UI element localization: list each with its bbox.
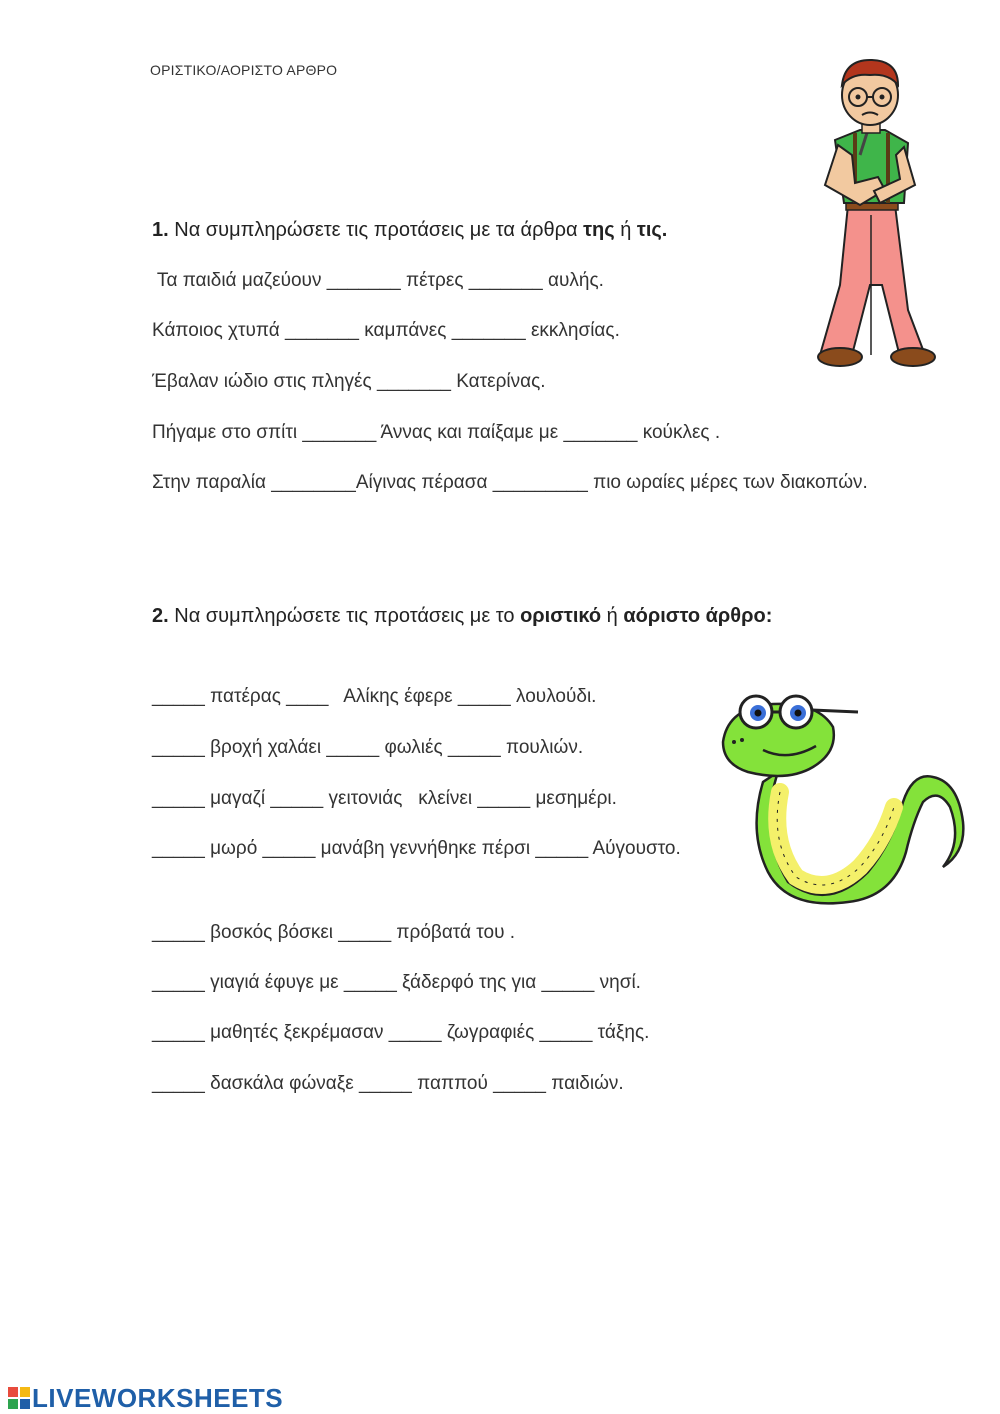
exercise-2-sentence: _____ πατέρας ____ Αλίκης έφερε _____ λουλούδι. [152, 686, 597, 707]
snake-with-glasses-illustration [718, 682, 978, 907]
exercise-2-sentence: _____ δασκάλα φώναξε _____ παππού _____ παιδιών. [152, 1073, 624, 1094]
exercise-1-sentence: Κάποιος χτυπά _______ καμπάνες _______ εκκλησίας. [152, 320, 620, 341]
exercise-2-sentence: _____ γιαγιά έφυγε με _____ ξάδερφό της για _____ νησί. [152, 972, 641, 993]
exercise-2-instruction: 2. Να συμπληρώσετε τις προτάσεις με το οριστικό ή αόριστο άρθρο: [152, 605, 773, 627]
thinking-boy-illustration [800, 55, 950, 375]
exercise-2-sentence: _____ μαθητές ξεκρέμασαν _____ ζωγραφιές _____ τάξης. [152, 1022, 650, 1043]
exercise-2-number: 2. [152, 605, 169, 627]
exercise-2-sentence: _____ μαγαζί _____ γειτονιάς κλείνει _____ μεσημέρι. [152, 788, 617, 809]
exercise-1-sentence: Έβαλαν ιώδιο στις πληγές _______ Κατερίνας. [152, 371, 546, 392]
exercise-2-sentence: _____ βροχή χαλάει _____ φωλιές _____ πουλιών. [152, 737, 584, 758]
worksheet-title: ΟΡΙΣΤΙΚΟ/ΑΟΡΙΣΤΟ ΑΡΘΡΟ [150, 62, 338, 78]
exercise-1-instruction: 1. Να συμπληρώσετε τις προτάσεις με τα άρθρα της ή τις. [152, 219, 668, 241]
exercise-1-number: 1. [152, 219, 169, 241]
exercise-2-sentence: _____ βοσκός βόσκει _____ πρόβατά του . [152, 922, 516, 943]
liveworksheets-logo[interactable] [8, 1383, 283, 1413]
logo-text: LIVEWORKSHEETS [32, 1382, 284, 1413]
exercise-1-sentence: Τα παιδιά μαζεύουν _______ πέτρες _______ αυλής. [152, 270, 604, 291]
exercise-1-sentence: Πήγαμε στο σπίτι _______ Άννας και παίξαμε με _______ κούκλες . [152, 422, 721, 443]
exercise-2-sentence: _____ μωρό _____ μανάβη γεννήθηκε πέρσι _____ Αύγουστο. [152, 838, 681, 859]
exercise-1-sentence: Στην παραλία ________Αίγινας πέρασα _________ πιο ωραίες μέρες των διακοπών. [152, 472, 868, 493]
liveworksheets-logo-icon [8, 1387, 30, 1409]
